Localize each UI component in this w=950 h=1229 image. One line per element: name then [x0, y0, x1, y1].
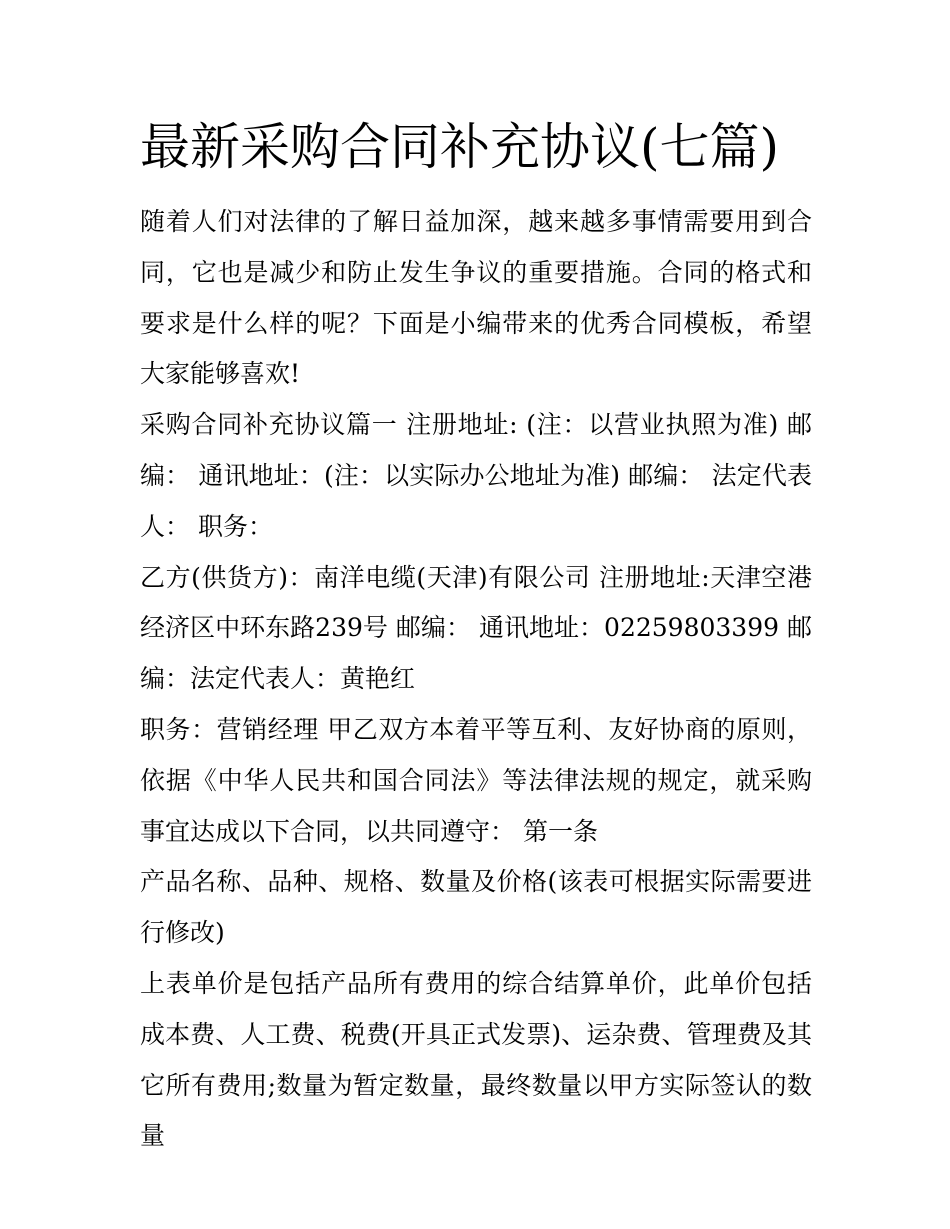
document-body — [140, 197, 812, 1162]
paragraph-agreement-basis: 职务：营销经理 甲乙双方本着平等互利、友好协商的原则，依据《中华人民共和国合同法》等法律法规的规定，就采购事宜达成以下合同，以共同遵守： 第一条 — [140, 714, 812, 846]
paragraph-party-b-info: 乙方(供货方)：南洋电缆(天津)有限公司 注册地址:天津空港经济区中环东路239号 邮编： 通讯地址：02259803399 邮编：法定代表人：黄艳红 — [140, 562, 812, 694]
document-title: 最新采购合同补充协议(七篇) — [140, 118, 780, 176]
paragraph-intro: 随着人们对法律的了解日益加深，越来越多事情需要用到合同，它也是减少和防止发生争议的重要措施。合同的格式和要求是什么样的呢？下面是小编带来的优秀合同模板，希望大家能够喜欢! — [140, 207, 812, 389]
paragraph-pricing-terms: 上表单价是包括产品所有费用的综合结算单价，此单价包括成本费、人工费、税费(开具正式发票)、运杂费、管理费及其它所有费用;数量为暂定数量，最终数量以甲方实际签认的数量 — [140, 968, 812, 1151]
paragraph-party-a-info: 采购合同补充协议篇一 注册地址: (注：以营业执照为准) 邮编： 通讯地址：(注：以实际办公地址为准) 邮编： 法定代表人： 职务： — [140, 410, 812, 541]
paragraph-product-spec: 产品名称、品种、规格、数量及价格(该表可根据实际需要进行修改) — [140, 867, 812, 948]
